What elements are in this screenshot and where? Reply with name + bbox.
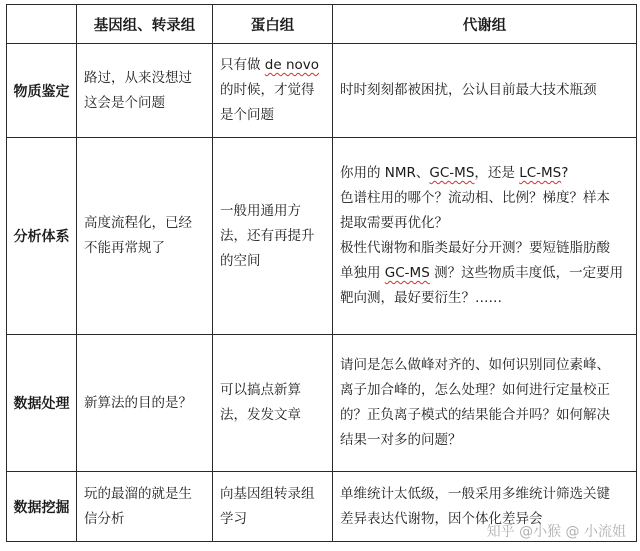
table-row <box>7 335 637 472</box>
text-line: 新算法的目的是？ <box>84 394 192 411</box>
text-line: 法，还有再提升 <box>220 227 315 244</box>
text-line: 的？正负离子模式的结果能合并吗？如何解决 <box>340 407 610 423</box>
text-line: 玩的最溜的就是生 <box>84 485 192 502</box>
text-line: 学习 <box>220 510 247 527</box>
text-line: 路过，从来没想过 <box>84 69 192 86</box>
table-row <box>7 138 637 335</box>
spellcheck-marked-term: de novo <box>264 57 320 73</box>
watermark-text: 知乎 @小猴 @ 小流姐 <box>486 524 626 540</box>
row-label-identification: 物质鉴定 <box>7 44 77 138</box>
text-line: 向基因组转录组 <box>220 485 315 502</box>
cell-genomics <box>77 44 213 138</box>
text-line: 的空间 <box>220 252 261 269</box>
row-label-analysis-system: 分析体系 <box>7 138 77 335</box>
text-line: 是个问题 <box>220 107 274 123</box>
spellcheck-marked-term: GC-MS <box>384 265 430 281</box>
cell-proteomics <box>213 44 333 138</box>
cell-genomics <box>77 472 213 542</box>
text-line: 这会是个问题 <box>84 94 165 111</box>
text-line: 差异表达代谢物，因个体化差异会 <box>340 510 543 527</box>
text-line: 只有做 de novo <box>220 57 320 73</box>
header-row <box>7 5 637 44</box>
cell-genomics <box>77 138 213 335</box>
text-line: 信分析 <box>84 510 125 527</box>
row-label-data-processing: 数据处理 <box>7 335 77 472</box>
cell-metabolomics <box>333 138 637 335</box>
spellcheck-marked-term: GC-MS <box>429 165 475 181</box>
text-line: 法，发发文章 <box>220 407 301 423</box>
text-line: 离子加合峰的，怎么处理？如何进行定量校正 <box>340 382 610 398</box>
text-line: 色谱柱用的哪个？流动相、比例？梯度？样本 <box>340 190 610 206</box>
cell-proteomics <box>213 472 333 542</box>
text-line: 请问是怎么做峰对齐的、如何识别同位素峰、 <box>340 357 610 373</box>
text-line: 你用的 NMR、GC-MS，还是 LC-MS? <box>340 165 569 181</box>
row-label-data-mining: 数据挖掘 <box>7 472 77 542</box>
cell-genomics <box>77 335 213 472</box>
table-row <box>7 44 637 138</box>
cell-metabolomics <box>333 472 637 542</box>
header-metabolomics: 代谢组 <box>333 5 637 44</box>
header-genomics: 基因组、转录组 <box>77 5 213 44</box>
text-line: 单独用 GC-MS 测？这些物质丰度低，一定要用 <box>340 265 624 281</box>
text-line: 时时刻刻都被困扰，公认目前最大技术瓶颈 <box>340 82 597 98</box>
text-line: 单维统计太低级，一般采用多维统计筛选关键 <box>340 485 610 502</box>
header-proteomics: 蛋白组 <box>213 5 333 44</box>
table-row <box>7 472 637 542</box>
text-line: 可以搞点新算 <box>220 382 301 398</box>
text-line: 结果一对多的问题？ <box>340 432 462 448</box>
spellcheck-marked-term: LC-MS <box>519 165 562 181</box>
text-line: 提取需要再优化？ <box>340 215 448 231</box>
text-line: 极性代谢物和脂类最好分开测？要短链脂肪酸 <box>340 240 610 256</box>
text-line: 的时候，才觉得 <box>220 82 315 98</box>
cell-proteomics <box>213 138 333 335</box>
text-line: 不能再常规了 <box>84 240 165 256</box>
text-line: 一般用通用方 <box>220 202 301 219</box>
text-line: 靶向测，最好要衍生？…… <box>340 290 502 306</box>
cell-metabolomics <box>333 335 637 472</box>
cell-metabolomics <box>333 44 637 138</box>
omics-comparison-table <box>6 4 637 542</box>
cell-proteomics <box>213 335 333 472</box>
text-line: 高度流程化，已经 <box>84 215 192 231</box>
header-corner <box>7 5 77 44</box>
